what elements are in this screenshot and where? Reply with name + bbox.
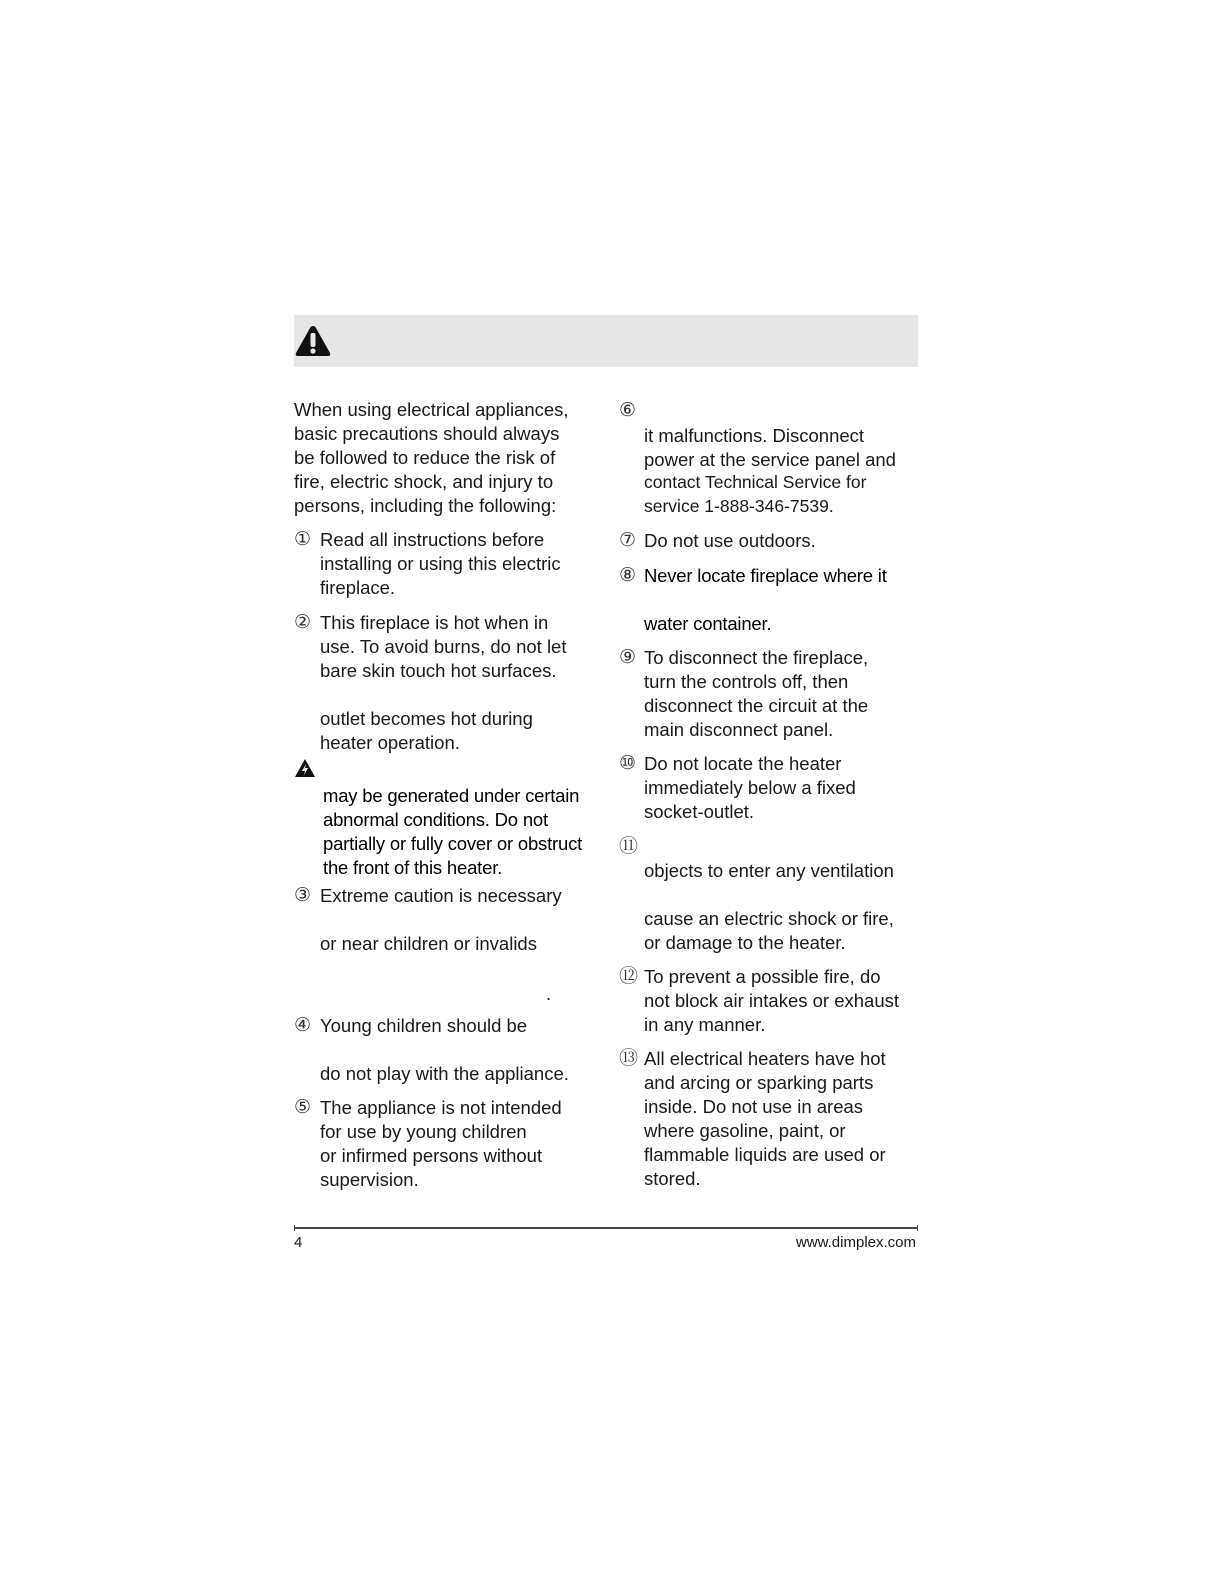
item-number: ⑦ <box>619 530 637 551</box>
item-number: ⑥ <box>619 400 637 421</box>
item-number: ⑪ <box>619 836 639 857</box>
intro-line: be followed to reduce the risk of <box>294 447 556 468</box>
warning-triangle-icon <box>294 324 332 358</box>
item-number: ④ <box>294 1015 312 1036</box>
item-text: main disconnect panel. <box>644 719 834 740</box>
item-text: stored. <box>644 1168 701 1189</box>
item-text: immediately below a fixed <box>644 777 856 798</box>
item-text: To disconnect the fireplace, <box>644 647 869 668</box>
item-number: ⑧ <box>619 565 637 586</box>
item-number: ② <box>294 612 312 633</box>
warning-text: the front of this heater. <box>323 857 503 878</box>
item-number: ⑬ <box>619 1048 639 1069</box>
item-text: Never locate fireplace where it <box>644 565 887 586</box>
item-text: it malfunctions. Disconnect <box>644 425 865 446</box>
item-text: The appliance is not intended <box>320 1097 562 1118</box>
item-text: Extreme caution is necessary <box>320 885 562 906</box>
intro-line: When using electrical appliances, <box>294 399 569 420</box>
item-text: fireplace. <box>320 577 396 598</box>
item-text: not block air intakes or exhaust <box>644 990 900 1011</box>
item-text: cause an electric shock or fire, <box>644 908 894 929</box>
item-text: or near children or invalids <box>320 933 537 954</box>
item-text: Young children should be <box>320 1015 528 1036</box>
item-text: turn the controls off, then <box>644 671 849 692</box>
item-text: Do not locate the heater <box>644 753 842 774</box>
item-text: flammable liquids are used or <box>644 1144 886 1165</box>
item-text: inside. Do not use in areas <box>644 1096 864 1117</box>
item-number: ① <box>294 529 312 550</box>
website-url: www.dimplex.com <box>795 1234 916 1251</box>
item-text: installing or using this electric <box>320 553 561 574</box>
item-number: ⑨ <box>619 647 637 668</box>
intro-line: basic precautions should always <box>294 423 560 444</box>
item-text: supervision. <box>320 1169 419 1190</box>
item-number: ③ <box>294 885 312 906</box>
item-text: socket-outlet. <box>644 801 755 822</box>
item-text: or infirmed persons without <box>320 1145 543 1166</box>
item-text: power at the service panel and <box>644 449 896 470</box>
warning-text: abnormal conditions. Do not <box>323 809 548 830</box>
item-text: Do not use outdoors. <box>644 530 816 551</box>
item-text: objects to enter any ventilation <box>644 860 894 881</box>
item-text: for use by young children <box>320 1121 527 1142</box>
item-text: contact Technical Service for <box>644 472 867 492</box>
intro-line: fire, electric shock, and injury to <box>294 471 554 492</box>
warning-text: may be generated under certain <box>323 785 580 806</box>
warning-banner <box>294 315 918 367</box>
footer-rule <box>294 1227 918 1229</box>
item-text: service 1-888-346-7539. <box>644 496 834 516</box>
page-number: 4 <box>294 1234 303 1251</box>
item-text: water container. <box>644 613 772 634</box>
item-text: To prevent a possible fire, do <box>644 966 881 987</box>
item-text: All electrical heaters have hot <box>644 1048 886 1069</box>
warning-text: partially or fully cover or obstruct <box>323 833 583 854</box>
item-text: Read all instructions before <box>320 529 545 550</box>
item-number: ⑫ <box>619 966 639 987</box>
item-text: do not play with the appliance. <box>320 1063 569 1084</box>
item-text: This fireplace is hot when in <box>320 612 549 633</box>
item-text: and arcing or sparking parts <box>644 1072 874 1093</box>
item-text: where gasoline, paint, or <box>644 1120 846 1141</box>
item-text: bare skin touch hot surfaces. <box>320 660 557 681</box>
item-number: ⑤ <box>294 1097 312 1118</box>
item-text: outlet becomes hot during <box>320 708 533 729</box>
item-text: in any manner. <box>644 1014 766 1035</box>
item-text: heater operation. <box>320 732 460 753</box>
item-text: or damage to the heater. <box>644 932 846 953</box>
item-text: use. To avoid burns, do not let <box>320 636 567 657</box>
item-text: . <box>546 983 552 1004</box>
item-number: ⑩ <box>619 753 637 774</box>
warning-triangle-icon <box>294 758 316 778</box>
item-text: disconnect the circuit at the <box>644 695 869 716</box>
intro-line: persons, including the following: <box>294 495 557 516</box>
